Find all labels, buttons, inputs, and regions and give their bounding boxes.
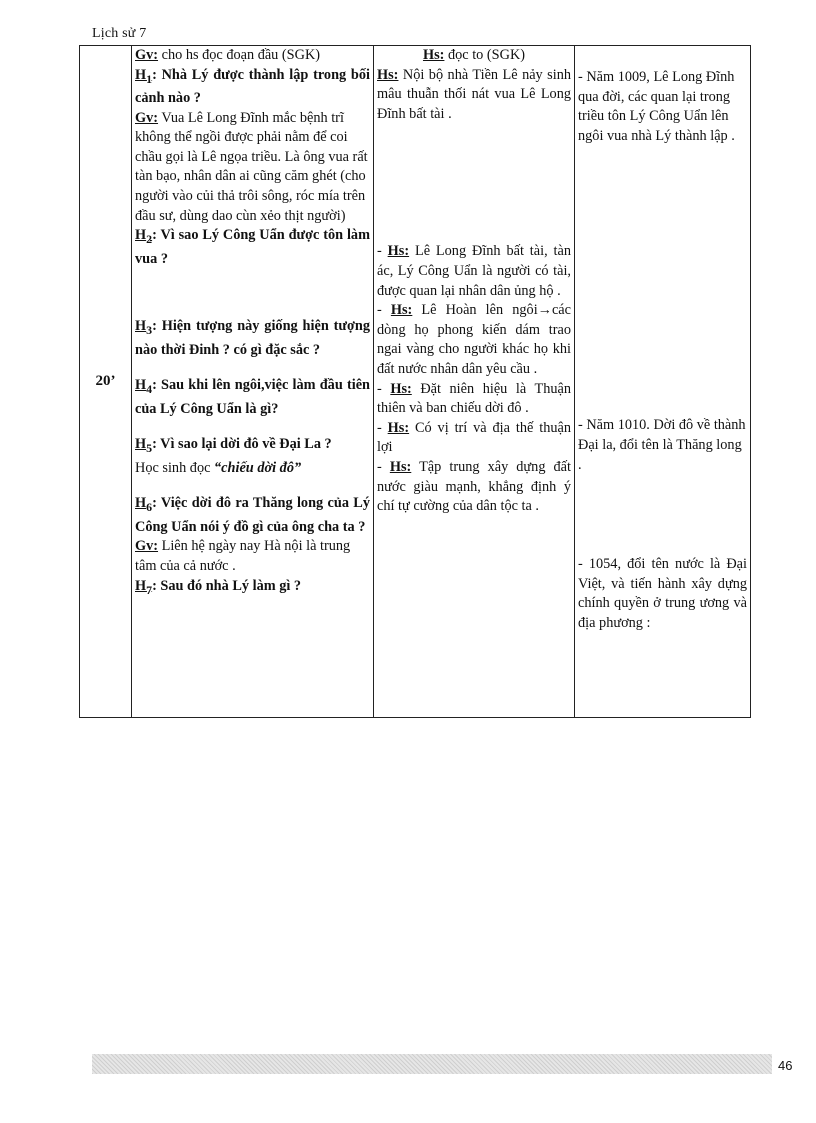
question-text: : Vì sao Lý Công Uẩn được tôn làm vua ? — [135, 227, 370, 267]
question-item — [135, 317, 370, 360]
question-item — [135, 226, 370, 269]
question-text: : Việc dời đô ra Thăng long của Lý Công Uẩn nói ý đồ gì của ông cha ta ? — [135, 495, 370, 535]
hs-label: Hs: — [377, 66, 399, 83]
page-header-subject: Lịch sử 7 — [92, 26, 147, 41]
question-label: $H_1$ — [135, 66, 153, 86]
student-activity-cell — [374, 46, 575, 718]
student-item: - Hs: Có vị trí và địa thế thuận lợi — [377, 419, 571, 456]
student-item: - Hs: Lê Hoàn lên ngôi→các dòng họ phong kiến dám trao ngai vàng cho người khác họ khi đất nước nhân dân yêu cầu . — [377, 302, 572, 377]
teacher-text: Liên hệ ngày nay Hà nội là trung tâm của cả nước . — [135, 538, 351, 575]
table-row — [80, 46, 751, 718]
student-item: - Hs: Lê Long Đĩnh bất tài, tàn ác, Lý Công Uẩn là người có tài, được quan lại nhân dân ủng hộ . — [377, 243, 571, 299]
question-text: : Nhà Lý được thành lập trong bối cảnh nào ? — [135, 66, 370, 107]
question-label: $H_2$ — [135, 227, 153, 247]
content-item: - Năm 1010. Dời đô về thành Đại la, đổi tên là Thăng long . — [578, 417, 746, 473]
question-text: : Hiện tượng này giống hiện tượng nào thời Đinh ? có gì đặc sắc ? — [135, 318, 370, 358]
hs-label: Hs: — [389, 458, 412, 475]
content-cell — [575, 46, 751, 718]
gv-label: Gv: — [135, 47, 159, 63]
hs-label: Hs: — [387, 243, 410, 260]
student-item: - Hs: Tập trung xây dựng đất nước giàu mạnh, khẳng định ý chí tự cường của dân tộc ta . — [377, 458, 571, 515]
student-item: Hs: đọc to (SGK) — [422, 47, 526, 63]
question-item — [135, 66, 370, 109]
page-number: 46 — [778, 1058, 793, 1073]
question-text: : Sau đó nhà Lý làm gì ? — [152, 577, 302, 594]
question-item — [135, 494, 370, 537]
question-text: : Vì sao lại dời đô về Đại La ? — [152, 436, 332, 453]
question-text: : Sau khi lên ngôi,việc làm đầu tiên của Lý Công Uẩn là gì? — [135, 377, 370, 417]
teacher-text: cho hs đọc đoạn đầu (SGK) — [158, 47, 321, 63]
teacher-item — [135, 46, 370, 66]
content-item: - 1054, đổi tên nước là Đại Việt, và tiến hành xây dựng chính quyền ở trung ương và địa phương : — [578, 556, 747, 631]
hs-label: Hs: — [422, 47, 445, 63]
teacher-text: Vua Lê Long Đĩnh mắc bệnh trĩ không thể ngồi được phải nằm để coi chầu gọi là Lê ngọa triều. Là ông vua rất tàn bạo, nhân dân ai cũng căm ghét (cho người vào củi thả trôi sông, róc mía trên đầu sư, dùng dao cùn xẻo thịt người) — [135, 109, 368, 224]
time-cell: 20’ — [80, 46, 132, 718]
hs-label: Hs: — [387, 419, 410, 436]
lesson-table — [79, 45, 751, 718]
question-item — [135, 577, 370, 600]
hs-label: Hs: — [390, 302, 413, 319]
content-item: - Năm 1009, Lê Long Đĩnh qua đời, các quan lại trong triều tôn Lý Công Uẩn lên ngôi vua nhà Lý thành lập . — [578, 69, 735, 144]
student-item: - Hs: Đặt niên hiệu là Thuận thiên và ban chiếu dời đô . — [377, 380, 572, 417]
question-label: $H_3$ — [135, 318, 153, 338]
gv-label: Gv: — [135, 109, 159, 126]
hs-label: Hs: — [390, 380, 412, 397]
teacher-item — [135, 109, 370, 227]
question-label: $H_5$ — [135, 436, 153, 456]
teacher-item — [135, 537, 370, 576]
question-label: $H_4$ — [135, 377, 153, 397]
question-label: $H_7$ — [135, 577, 153, 597]
reading-instruction: Học sinh đọc “chiếu dời đô” — [135, 459, 302, 476]
question-item — [135, 376, 370, 419]
question-item — [135, 435, 370, 458]
footer-bar — [92, 1054, 772, 1074]
reading-quote: “chiếu dời đô” — [214, 459, 302, 476]
question-label: $H_6$ — [135, 495, 153, 515]
gv-label: Gv: — [135, 538, 159, 555]
student-item: Hs: Nội bộ nhà Tiền Lê nảy sinh mâu thuẫn thối nát vua Lê Long Đĩnh bất tài . — [377, 66, 571, 122]
teacher-activity-cell — [132, 46, 374, 718]
